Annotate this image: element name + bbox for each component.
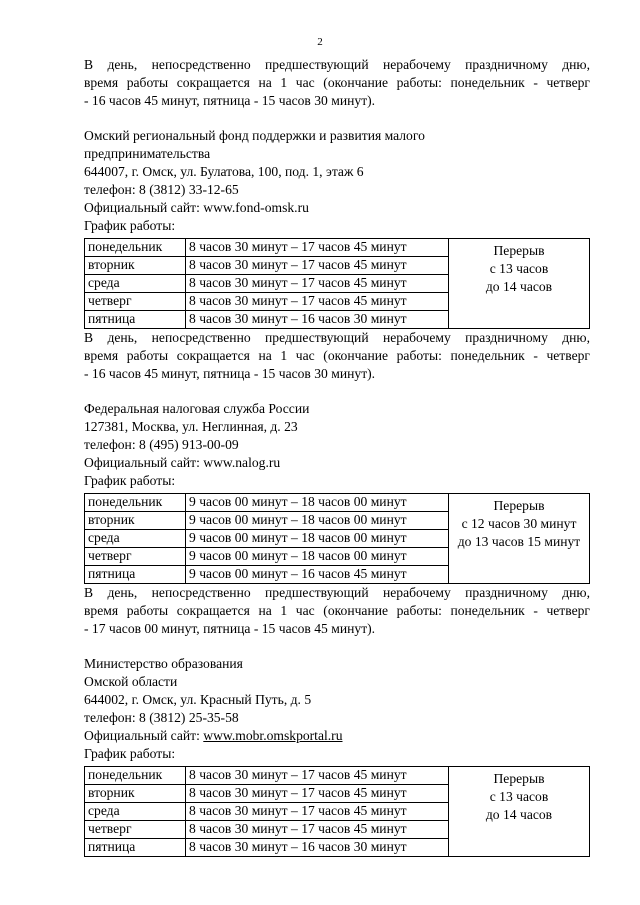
- schedule-table: [84, 766, 590, 857]
- hours-cell: 9 часов 00 минут – 18 часов 00 минут: [186, 494, 449, 512]
- org-phone: телефон: 8 (495) 913-00-09: [84, 437, 239, 452]
- schedule-table: [84, 493, 590, 584]
- day-cell: пятница: [85, 566, 186, 584]
- day-cell: пятница: [85, 839, 186, 857]
- schedule-table: [84, 238, 590, 329]
- hours-cell: 8 часов 30 минут – 17 часов 45 минут: [186, 275, 449, 293]
- break-line: до 14 часов: [485, 279, 553, 294]
- day-cell: понедельник: [85, 494, 186, 512]
- note-line: В день, непосредственно предшествующий нерабочему праздничному дню,: [84, 585, 590, 600]
- hours-cell: 8 часов 30 минут – 16 часов 30 минут: [186, 311, 449, 329]
- note-line: время работы сокращается на 1 час (окончание работы: понедельник - четверг: [84, 75, 590, 90]
- note-line: - 16 часов 45 минут, пятница - 15 часов 30 минут).: [84, 366, 376, 381]
- hours-cell: 9 часов 00 минут – 16 часов 45 минут: [186, 566, 449, 584]
- hours-cell: 9 часов 00 минут – 18 часов 00 минут: [186, 548, 449, 566]
- org-phone: телефон: 8 (3812) 33-12-65: [84, 182, 239, 197]
- page-number: 2: [317, 36, 323, 48]
- org-block-nalog: [84, 400, 590, 638]
- hours-cell: 9 часов 00 минут – 18 часов 00 минут: [186, 530, 449, 548]
- schedule-label: График работы:: [84, 473, 176, 488]
- day-cell: среда: [85, 803, 186, 821]
- day-cell: четверг: [85, 548, 186, 566]
- site-label: Официальный сайт:: [84, 455, 204, 470]
- holiday-note: [84, 329, 590, 383]
- note-line: время работы сокращается на 1 час (окончание работы: понедельник - четверг: [84, 348, 590, 363]
- org-block-fond: [84, 127, 590, 383]
- day-cell: вторник: [85, 785, 186, 803]
- day-cell: среда: [85, 530, 186, 548]
- site-link[interactable]: www.fond-omsk.ru: [203, 200, 309, 215]
- org-site: [84, 727, 590, 745]
- org-address: 127381, Москва, ул. Неглинная, д. 23: [84, 419, 298, 434]
- hours-cell: 8 часов 30 минут – 17 часов 45 минут: [186, 821, 449, 839]
- day-cell: вторник: [85, 257, 186, 275]
- break-line: с 13 часов: [489, 789, 549, 804]
- note-line: В день, непосредственно предшествующий нерабочему праздничному дню,: [84, 330, 590, 345]
- day-cell: четверг: [85, 293, 186, 311]
- org-address: 644007, г. Омск, ул. Булатова, 100, под. 1, этаж 6: [84, 164, 364, 179]
- org-name: Омский региональный фонд поддержки и развития малого: [84, 128, 425, 143]
- break-line: до 14 часов: [485, 807, 553, 822]
- hours-cell: 9 часов 00 минут – 18 часов 00 минут: [186, 512, 449, 530]
- day-cell: понедельник: [85, 239, 186, 257]
- org-name: Омской области: [84, 674, 178, 689]
- day-cell: среда: [85, 275, 186, 293]
- hours-cell: 8 часов 30 минут – 17 часов 45 минут: [186, 785, 449, 803]
- table-row: [85, 494, 590, 512]
- site-label: Официальный сайт:: [84, 200, 204, 215]
- org-site: [84, 454, 590, 472]
- schedule-label: График работы:: [84, 746, 176, 761]
- site-label: Официальный сайт:: [84, 728, 204, 743]
- holiday-note: [84, 584, 590, 638]
- site-link[interactable]: www.mobr.omskportal.ru: [203, 728, 343, 743]
- hours-cell: 8 часов 30 минут – 17 часов 45 минут: [186, 803, 449, 821]
- break-line: с 13 часов: [489, 261, 549, 276]
- org-name: Министерство образования: [84, 656, 243, 671]
- note-line: - 16 часов 45 минут, пятница - 15 часов 30 минут).: [84, 93, 376, 108]
- org-name: Федеральная налоговая служба России: [84, 401, 310, 416]
- hours-cell: 8 часов 30 минут – 17 часов 45 минут: [186, 257, 449, 275]
- hours-cell: 8 часов 30 минут – 17 часов 45 минут: [186, 239, 449, 257]
- org-name: предпринимательства: [84, 146, 211, 161]
- intro-note: [84, 56, 590, 110]
- break-line: до 13 часов 15 минут: [457, 534, 581, 549]
- break-cell: [449, 767, 590, 857]
- table-row: [85, 767, 590, 785]
- day-cell: пятница: [85, 311, 186, 329]
- org-site: [84, 199, 590, 217]
- break-line: Перерыв: [493, 498, 545, 513]
- table-row: [85, 239, 590, 257]
- break-line: Перерыв: [493, 771, 545, 786]
- break-cell: [449, 239, 590, 329]
- break-line: Перерыв: [493, 243, 545, 258]
- day-cell: вторник: [85, 512, 186, 530]
- note-line: В день, непосредственно предшествующий нерабочему праздничному дню,: [84, 57, 590, 72]
- day-cell: понедельник: [85, 767, 186, 785]
- org-address: 644002, г. Омск, ул. Красный Путь, д. 5: [84, 692, 312, 707]
- note-line: время работы сокращается на 1 час (окончание работы: понедельник - четверг: [84, 603, 590, 618]
- document-body: [84, 56, 590, 857]
- day-cell: четверг: [85, 821, 186, 839]
- break-line: с 12 часов 30 минут: [461, 516, 577, 531]
- hours-cell: 8 часов 30 минут – 17 часов 45 минут: [186, 293, 449, 311]
- hours-cell: 8 часов 30 минут – 17 часов 45 минут: [186, 767, 449, 785]
- schedule-label: График работы:: [84, 218, 176, 233]
- site-link[interactable]: www.nalog.ru: [203, 455, 281, 470]
- hours-cell: 8 часов 30 минут – 16 часов 30 минут: [186, 839, 449, 857]
- org-block-mobr: [84, 655, 590, 857]
- note-line: - 17 часов 00 минут, пятница - 15 часов 45 минут).: [84, 621, 376, 636]
- break-cell: [449, 494, 590, 584]
- org-phone: телефон: 8 (3812) 25-35-58: [84, 710, 239, 725]
